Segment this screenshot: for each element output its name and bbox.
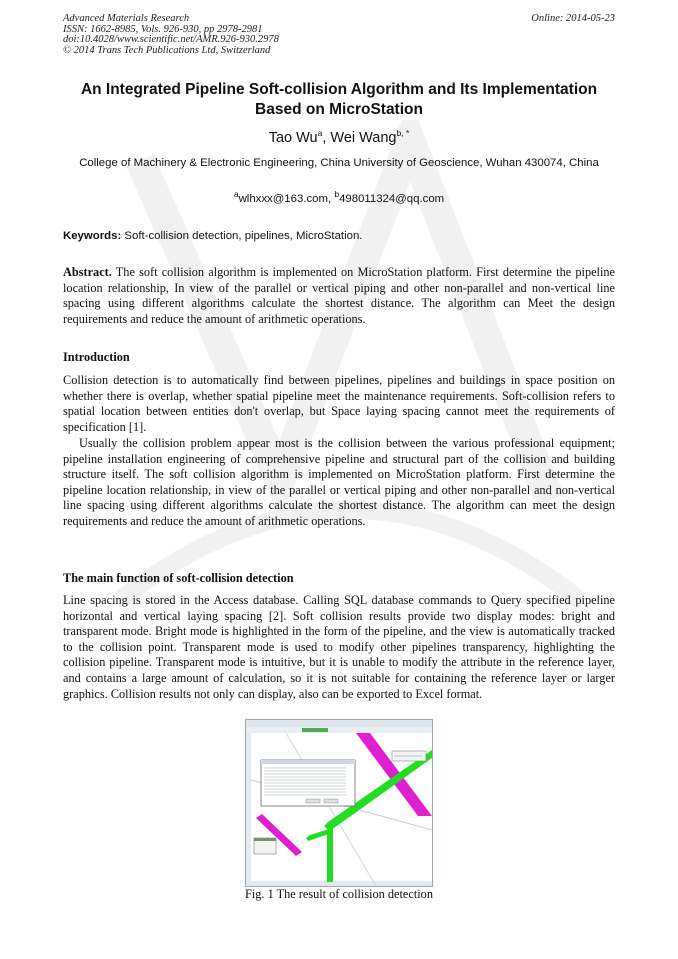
figure-1-screenshot (245, 719, 433, 887)
collision-result-image (246, 720, 432, 886)
abstract-text: The soft collision algorithm is implemented on MicroStation platform. First determine the pipeline location relationship, In view of the parallel or vertical piping and other non-parallel and non-vertical line spacing using different algorithms calculate the shortest distance. The algorithm can Meet the design requirements and reduce the amount of arithmetic operations. (63, 265, 615, 326)
journal-header (63, 14, 615, 56)
email-a-sup: a (233, 189, 239, 200)
journal-name: Advanced Materials Research (63, 13, 190, 24)
paper-title (63, 80, 615, 120)
author-2: Wei Wang (330, 130, 397, 146)
title-line-1: An Integrated Pipeline Soft-collision Algorithm and Its Implementation (80, 81, 598, 98)
intro-paragraph-1: Collision detection is to automatically find between pipelines, pipelines and buildings in space position on whether there is overlap, whether spatial pipeline meet the maintenance requirements. Soft-collision refers to spatial location between entities don't overlap, but Space laying spacing cannot meet the requirements of specification [1]. (63, 373, 615, 434)
email-line (63, 189, 615, 205)
email-b-sup: b (334, 189, 340, 200)
affiliation: College of Machinery & Electronic Engineering, China University of Geoscience, Wuhan 430074, China (79, 157, 599, 169)
author-1-affil: a (317, 128, 323, 139)
issn-line: ISSN: 1662-8985, Vols. 926-930, pp 2978-2981 (63, 23, 263, 35)
title-line-2: Based on MicroStation (255, 101, 423, 118)
doi-line: doi:10.4028/www.scientific.net/AMR.926-930.2978 (63, 34, 279, 46)
keywords-label: Keywords: (63, 230, 122, 242)
keywords (63, 230, 615, 242)
intro-paragraph-2: Usually the collision problem appear most is the collision between the various professional equipment; pipeline installation engineering of comprehensive pipeline and structural part of the collision and building structure itself. The soft collision algorithm is implemented on MicroStation platform. First determine the pipeline location relationship, in view of the parallel or vertical piping and other non-parallel and non-vertical line spacing using different algorithms calculate the shortest distance. The algorithm can meet the design requirements and reduce the amount of arithmetic operations. (63, 436, 615, 528)
main-function-paragraph: Line spacing is stored in the Access database. Calling SQL database commands to Query specified pipeline horizontal and vertical laying spacing [2]. Soft collision results provide two display modes: bright and transparent mode. Bright mode is highlighted in the form of the pipeline, and the view is automatically tracked to the collision point. Transparent mode is used to modify other pipelines transparency, highlighting the collision pipeline. Transparent mode is intuitive, but it is unable to modify the attribute in the reference layer, and contains a large amount of calculation, so it is not suitable for containing the reference layer or larger graphics. Collision results not only can display, also can be exported to Excel format. (63, 593, 615, 701)
email-a[interactable]: wlhxxx@163.com, (238, 193, 335, 205)
app-toolbar (246, 720, 432, 727)
main-function-heading: The main function of soft-collision detection (63, 571, 294, 585)
copyright-line: © 2014 Trans Tech Publications Ltd, Switzerland (63, 44, 271, 56)
author-separator: , (322, 130, 331, 146)
author-1: Tao Wu (268, 130, 318, 146)
intro-heading: Introduction (63, 350, 130, 364)
abstract (63, 265, 615, 327)
author-list (63, 130, 615, 146)
online-date: Online: 2014-05-23 (531, 13, 615, 24)
author-2-affil: b, * (396, 128, 410, 139)
abstract-label: Abstract. (63, 265, 112, 279)
email-b[interactable]: 498011324@qq.com (339, 193, 445, 205)
keywords-text: Soft-collision detection, pipelines, MicroStation. (121, 230, 363, 242)
figure-caption: Fig. 1 The result of collision detection (245, 887, 433, 901)
